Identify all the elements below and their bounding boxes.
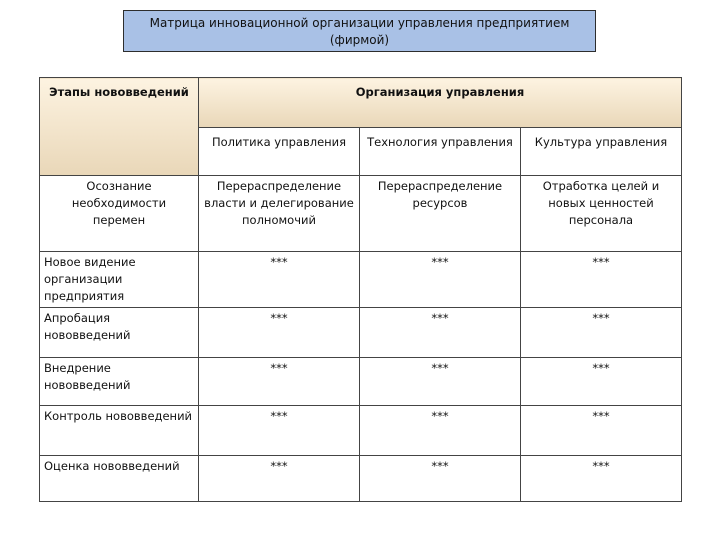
matrix-cell: *** [199, 406, 360, 456]
matrix-cell: *** [521, 358, 682, 406]
title-line-2: (фирмой) [329, 33, 390, 47]
matrix-cell: *** [360, 456, 521, 502]
matrix-cell: *** [199, 252, 360, 308]
matrix-cell: *** [360, 252, 521, 308]
stages-header: Этапы нововведений [40, 78, 199, 176]
stage-cell: Внедрение нововведений [40, 358, 199, 406]
stage-cell: Апробация нововведений [40, 308, 199, 358]
management-header: Организация управления [199, 78, 682, 128]
matrix-cell: Перераспределение власти и делегирование полномочий [199, 176, 360, 252]
title-line-1: Матрица инновационной организации управления предприятием [149, 16, 570, 30]
stage-cell: Осознание необходимости перемен [40, 176, 199, 252]
matrix-cell: *** [199, 358, 360, 406]
matrix-cell: Отработка целей и новых ценностей персонала [521, 176, 682, 252]
matrix-cell: *** [360, 308, 521, 358]
table-row [40, 308, 682, 358]
matrix-cell: *** [521, 406, 682, 456]
document-title [123, 10, 596, 52]
header-row [40, 78, 682, 128]
stage-cell: Оценка нововведений [40, 456, 199, 502]
column-header-technology: Технология управления [360, 128, 521, 176]
matrix-cell: *** [199, 456, 360, 502]
table-row [40, 456, 682, 502]
matrix-cell: *** [360, 358, 521, 406]
stage-cell: Новое видение организации предприятия [40, 252, 199, 308]
innovation-matrix-table [39, 77, 682, 502]
table-row [40, 406, 682, 456]
table-row [40, 358, 682, 406]
matrix-cell: *** [521, 252, 682, 308]
column-header-culture: Культура управления [521, 128, 682, 176]
matrix-cell: *** [360, 406, 521, 456]
stage-cell: Контроль нововведений [40, 406, 199, 456]
matrix-cell: Перераспределение ресурсов [360, 176, 521, 252]
matrix-cell: *** [521, 456, 682, 502]
column-header-policy: Политика управления [199, 128, 360, 176]
table-row [40, 176, 682, 252]
matrix-cell: *** [521, 308, 682, 358]
matrix-cell: *** [199, 308, 360, 358]
table-row [40, 252, 682, 308]
